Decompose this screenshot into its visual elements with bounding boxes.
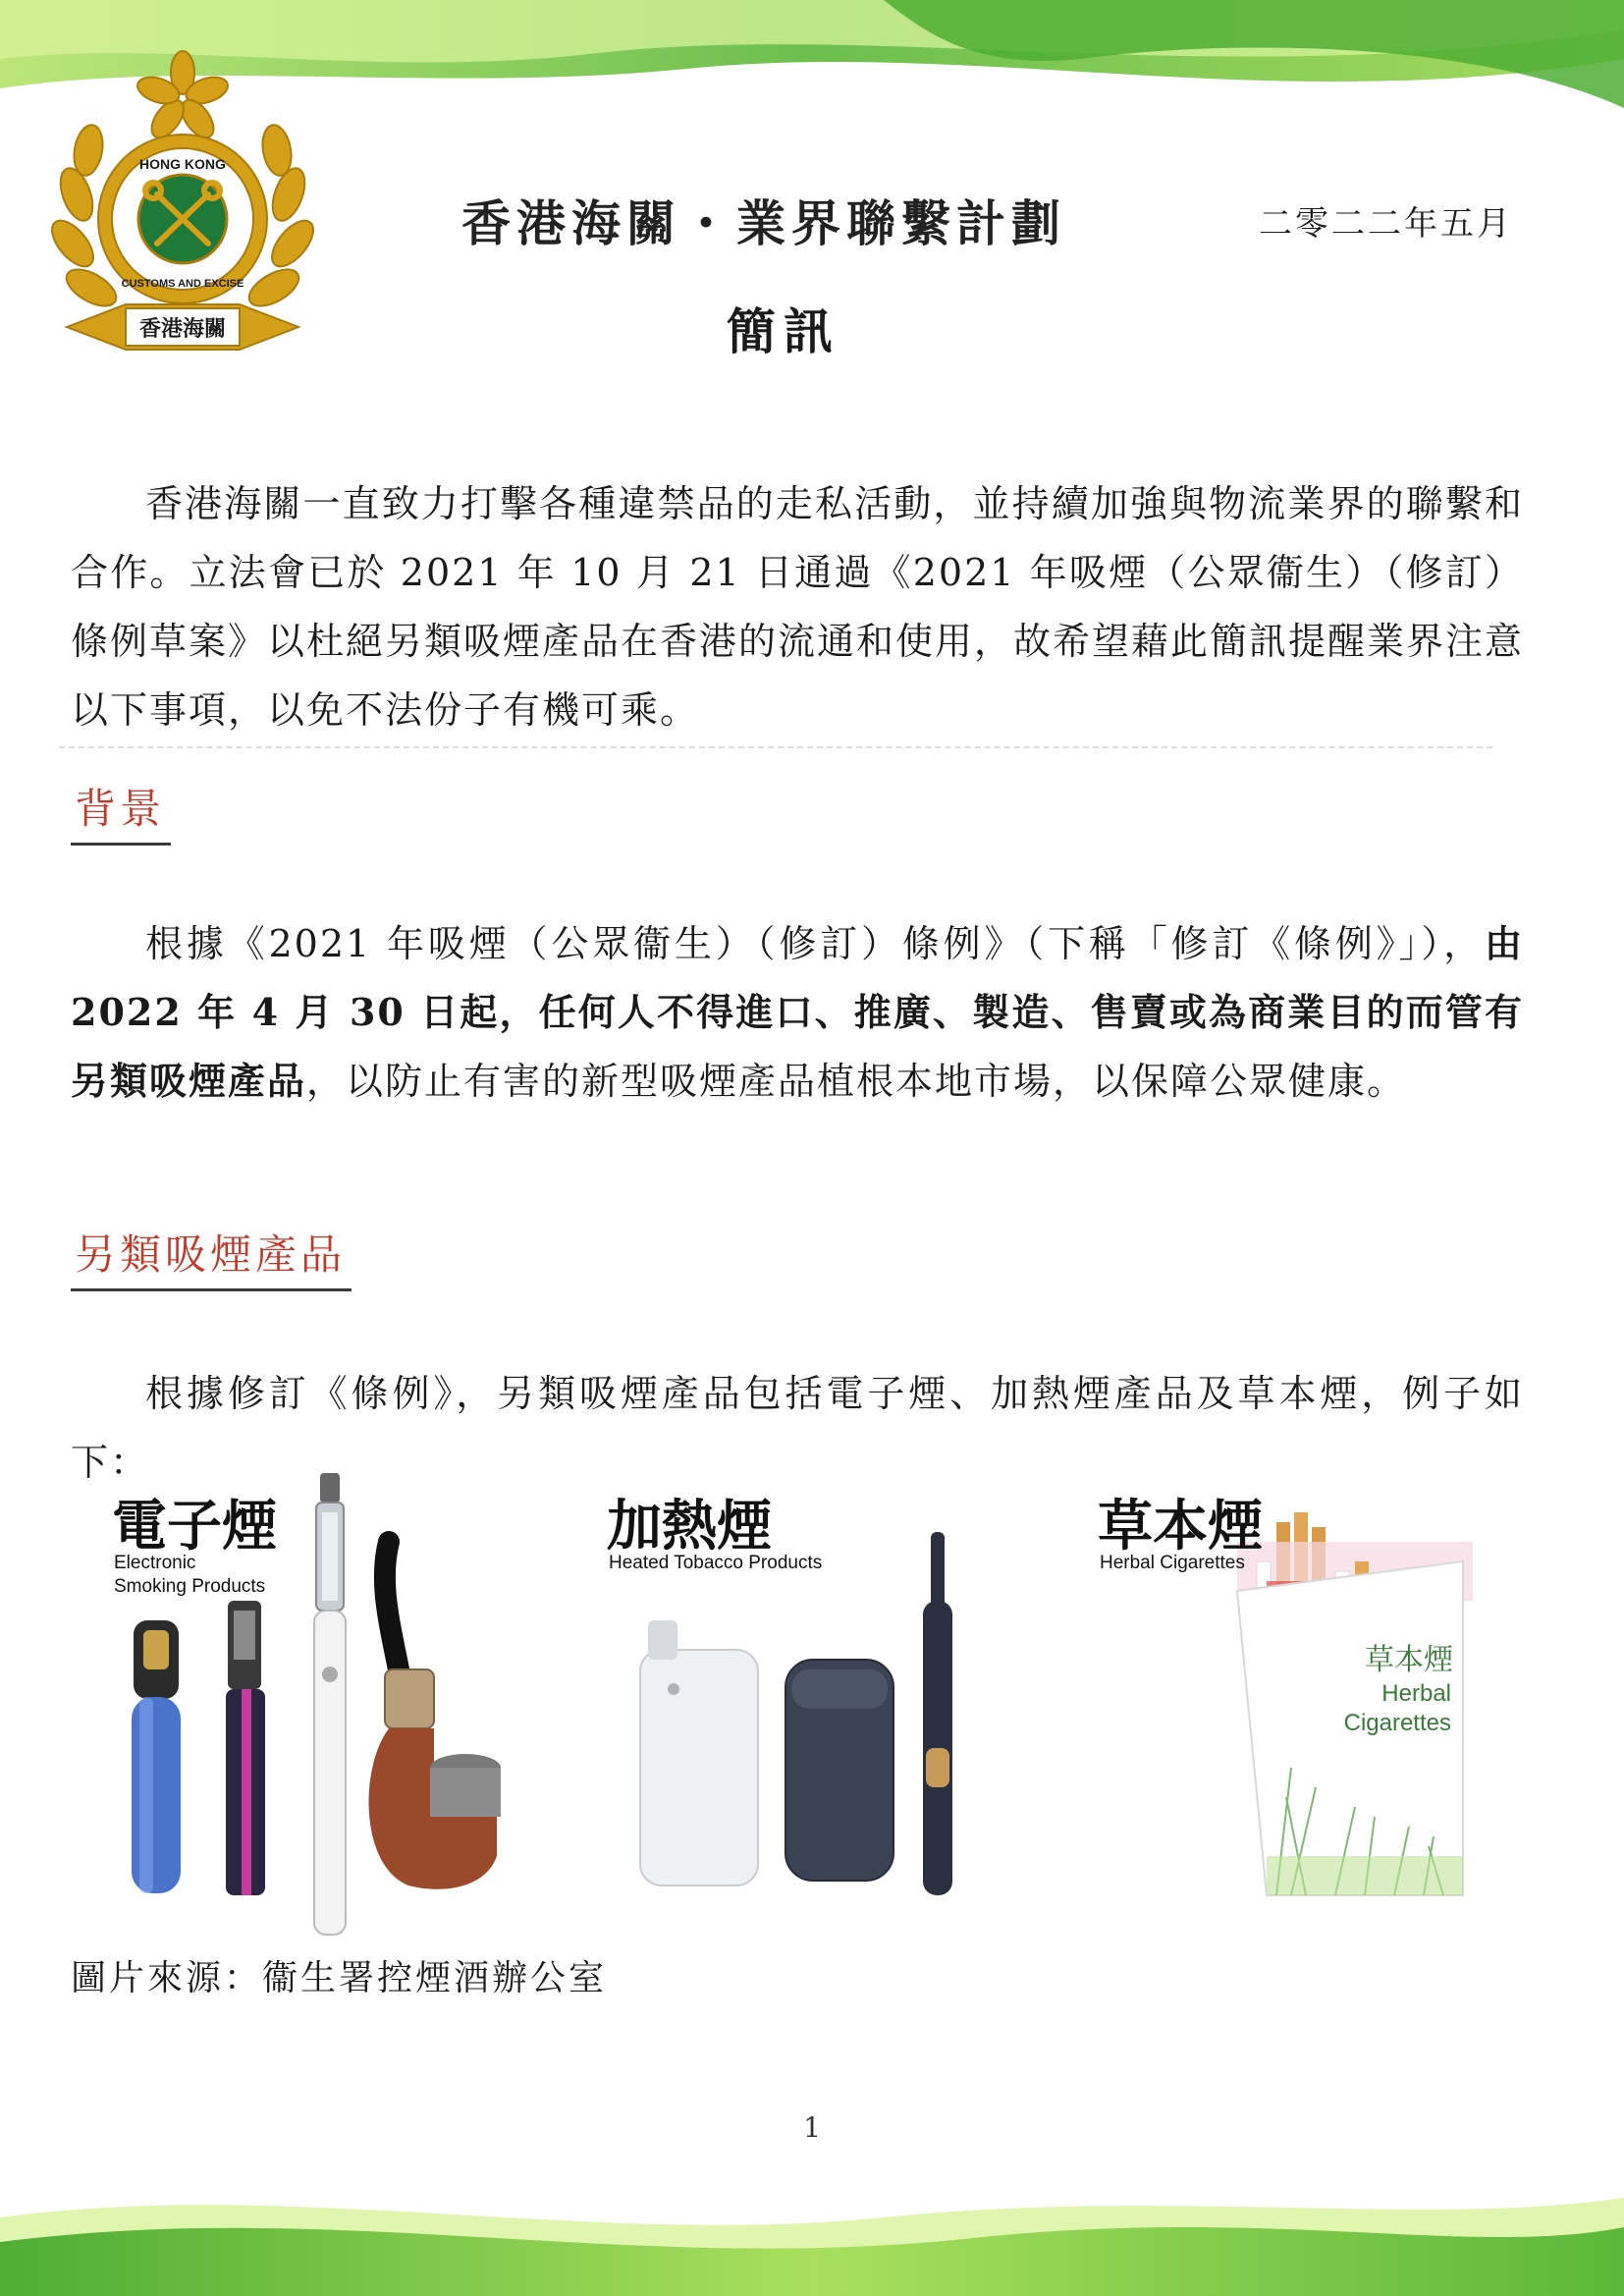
herbal-title-zh: 草本煙 [1098, 1495, 1263, 1558]
background-paragraph [71, 909, 1524, 1116]
heated-title-en: Heated Tobacco Products [609, 1553, 823, 1573]
background-heading: 背景 [71, 782, 171, 846]
herbal-pack-en-1: Herbal [1381, 1680, 1451, 1707]
issue-date: 二零二二年五月 [1259, 204, 1513, 244]
emblem-text-ring: CUSTOMS AND EXCISE [121, 278, 244, 290]
background-text-tail: ，以防止有害的新型吸煙產品植根本地市場，以保障公眾健康。 [306, 1060, 1407, 1103]
herbal-pack-zh: 草本煙 [1365, 1643, 1453, 1677]
panel-herbal-cigarettes [1080, 1473, 1473, 1944]
emblem-text-top: HONG KONG [139, 156, 226, 172]
herbal-pack-en-2: Cigarettes [1343, 1710, 1451, 1736]
alt-products-heading: 另類吸煙產品 [71, 1228, 352, 1291]
ecig-title-zh: 電子煙 [112, 1495, 277, 1558]
section-divider [59, 746, 1492, 748]
footer-wave-decoration [0, 2159, 1624, 2296]
herbal-title-en: Herbal Cigarettes [1100, 1553, 1245, 1573]
alt-products-paragraph: 根據修訂《條例》，另類吸煙產品包括電子煙、加熱煙產品及草本煙，例子如下： [71, 1372, 1524, 1484]
page-number: 1 [803, 2111, 821, 2144]
emblem-ribbon-text: 香港海關 [138, 317, 227, 342]
background-text-bold: 由 2022 年 4 月 30 日起，任何人不得進口、推廣、製造、售賣或為商業目的而管有另類吸煙產品 [71, 921, 1524, 1103]
panel-heated-tobacco [589, 1473, 1021, 1944]
document-title: 簡訊 [727, 302, 840, 360]
heated-title-zh: 加熱煙 [607, 1495, 772, 1558]
intro-paragraph: 香港海關一直致力打擊各種違禁品的走私活動，並持續加強與物流業界的聯繫和合作。立法會已於 2021 年 10 月 21 日通過《2021 年吸煙（公眾衞生）（修訂）條例草案》以杜絕另類吸煙產品在香港的流通和使用，故希望藉此簡訊提醒業界注意以下事項，以免不法份子有機可乘。 [71, 482, 1525, 732]
newsletter-title: 香港海關・業界聯繫計劃 [461, 194, 1066, 252]
customs-emblem-logo [37, 47, 328, 366]
panel-electronic-smoking [94, 1473, 556, 1944]
background-text-lead: 根據《2021 年吸煙（公眾衞生）（修訂）條例》（下稱「修訂《條例》」）， [145, 922, 1485, 965]
ecig-title-en: Electronic Smoking Products [114, 1553, 266, 1597]
image-source-caption: 圖片來源：衞生署控煙酒辦公室 [71, 1958, 608, 1998]
